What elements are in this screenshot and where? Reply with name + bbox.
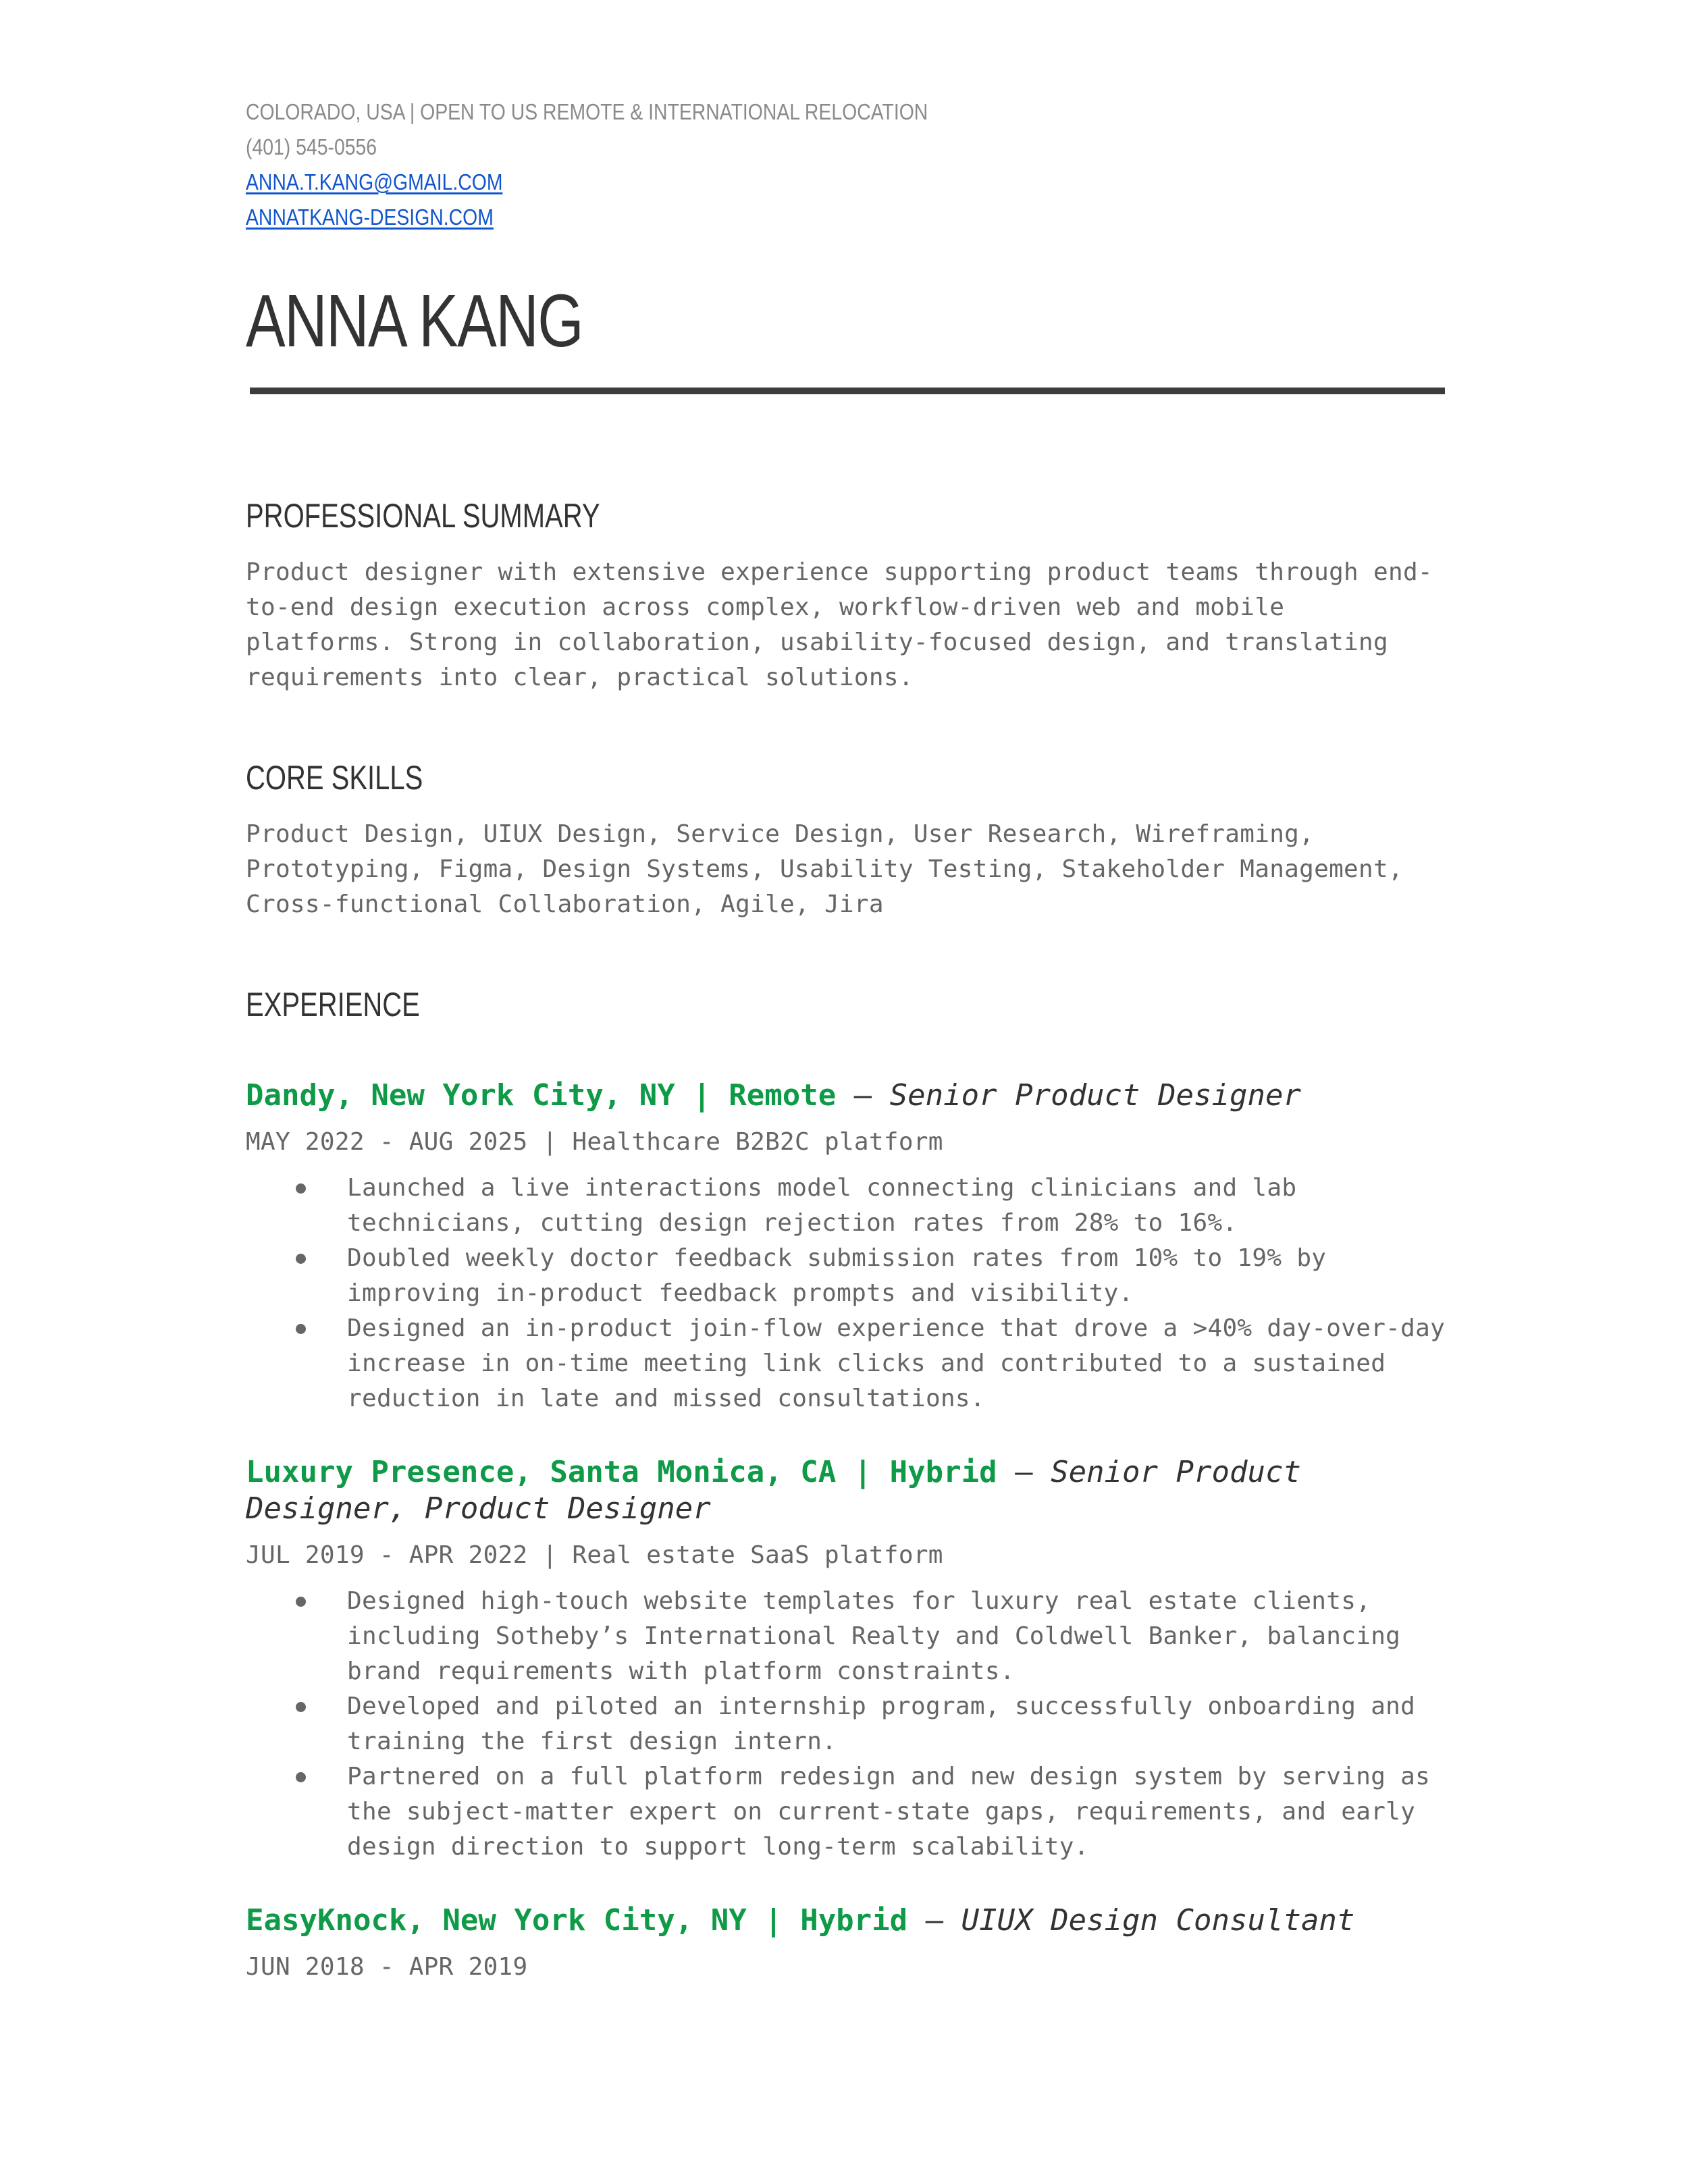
resume-page	[246, 95, 1448, 1985]
website-link[interactable]: ANNATKANG-DESIGN.COM	[246, 205, 494, 230]
job-role: UIUX Design Consultant	[961, 1903, 1355, 1938]
bullet-text: Developed and piloted an internship program, successfully onboarding and training the first design intern.	[347, 1693, 1416, 1755]
contact-phone: (401) 545-0556	[246, 134, 377, 159]
bullet-item	[246, 1311, 1454, 1416]
experience-heading: EXPERIENCE	[246, 986, 420, 1023]
job-meta: JUN 2018 - APR 2019	[246, 1953, 528, 1981]
job-company: EasyKnock, New York City, NY | Hybrid	[246, 1903, 908, 1938]
bullet-item	[246, 1584, 1454, 1689]
job-header-dandy	[246, 1077, 1360, 1114]
summary-heading: PROFESSIONAL SUMMARY	[246, 497, 600, 535]
bullet-item	[246, 1759, 1454, 1865]
job-separator: –	[907, 1903, 961, 1938]
bullet-icon	[296, 1324, 306, 1334]
job-separator: –	[997, 1455, 1051, 1489]
candidate-name: ANNA KANG	[246, 279, 583, 363]
bullet-icon	[296, 1772, 306, 1782]
name-divider	[250, 388, 1445, 394]
bullet-icon	[296, 1254, 306, 1264]
bullet-item	[246, 1241, 1454, 1311]
job-company: Dandy, New York City, NY | Remote	[246, 1078, 837, 1113]
bullet-text: Doubled weekly doctor feedback submission rates from 10% to 19% by improving in-product feedback prompts and visibility.	[347, 1244, 1327, 1307]
job-header-easyknock	[246, 1902, 1360, 1939]
bullet-icon	[296, 1702, 306, 1712]
summary-text: Product designer with extensive experience supporting product teams through end-to-end design execution across complex, workflow-driven web and mobile platforms. Strong in collaboration, usability-focused design, and translating requirements into clear, practical solutions.	[246, 558, 1433, 691]
job-header-luxury-presence	[246, 1454, 1360, 1527]
skills-heading: CORE SKILLS	[246, 759, 423, 797]
bullet-icon	[296, 1597, 306, 1607]
bullet-text: Designed an in-product join-flow experience that drove a >40% day-over-day increase in on-time meeting link clicks and contributed to a sustained reduction in late and missed consultations.	[347, 1314, 1446, 1412]
contact-location: COLORADO, USA | OPEN TO US REMOTE & INTERNATIONAL RELOCATION	[246, 99, 928, 124]
job-bullets	[246, 1171, 1448, 1416]
bullet-text: Launched a live interactions model connecting clinicians and lab technicians, cutting design rejection rates from 28% to 16%.	[347, 1174, 1297, 1237]
bullet-text: Designed high-touch website templates for luxury real estate clients, including Sotheby’s International Realty and Coldwell Banker, balancing brand requirements with platform constraints.	[347, 1587, 1401, 1685]
job-company: Luxury Presence, Santa Monica, CA | Hybrid	[246, 1455, 997, 1489]
bullet-item	[246, 1689, 1454, 1759]
email-link[interactable]: ANNA.T.KANG@GMAIL.COM	[246, 169, 503, 194]
job-separator: –	[836, 1078, 890, 1113]
bullet-icon	[296, 1183, 306, 1194]
job-role: Senior Product Designer	[889, 1078, 1301, 1113]
job-bullets	[246, 1584, 1448, 1865]
contact-block	[246, 95, 1448, 235]
job-role: Senior Product Designer, Product Designer	[246, 1455, 1301, 1526]
bullet-text: Partnered on a full platform redesign and new design system by serving as the subject-matter expert on current-state gaps, requirements, and early design direction to support long-term scalability.	[347, 1763, 1431, 1861]
job-meta: MAY 2022 - AUG 2025 | Healthcare B2B2C platform	[246, 1128, 943, 1156]
job-meta: JUL 2019 - APR 2022 | Real estate SaaS platform	[246, 1541, 943, 1569]
bullet-item	[246, 1171, 1454, 1241]
skills-text: Product Design, UIUX Design, Service Design, User Research, Wireframing, Prototyping, Figma, Design Systems, Usability Testing, Stakeholder Management, Cross-functional Collaboration, Agile, Jira	[246, 820, 1403, 918]
